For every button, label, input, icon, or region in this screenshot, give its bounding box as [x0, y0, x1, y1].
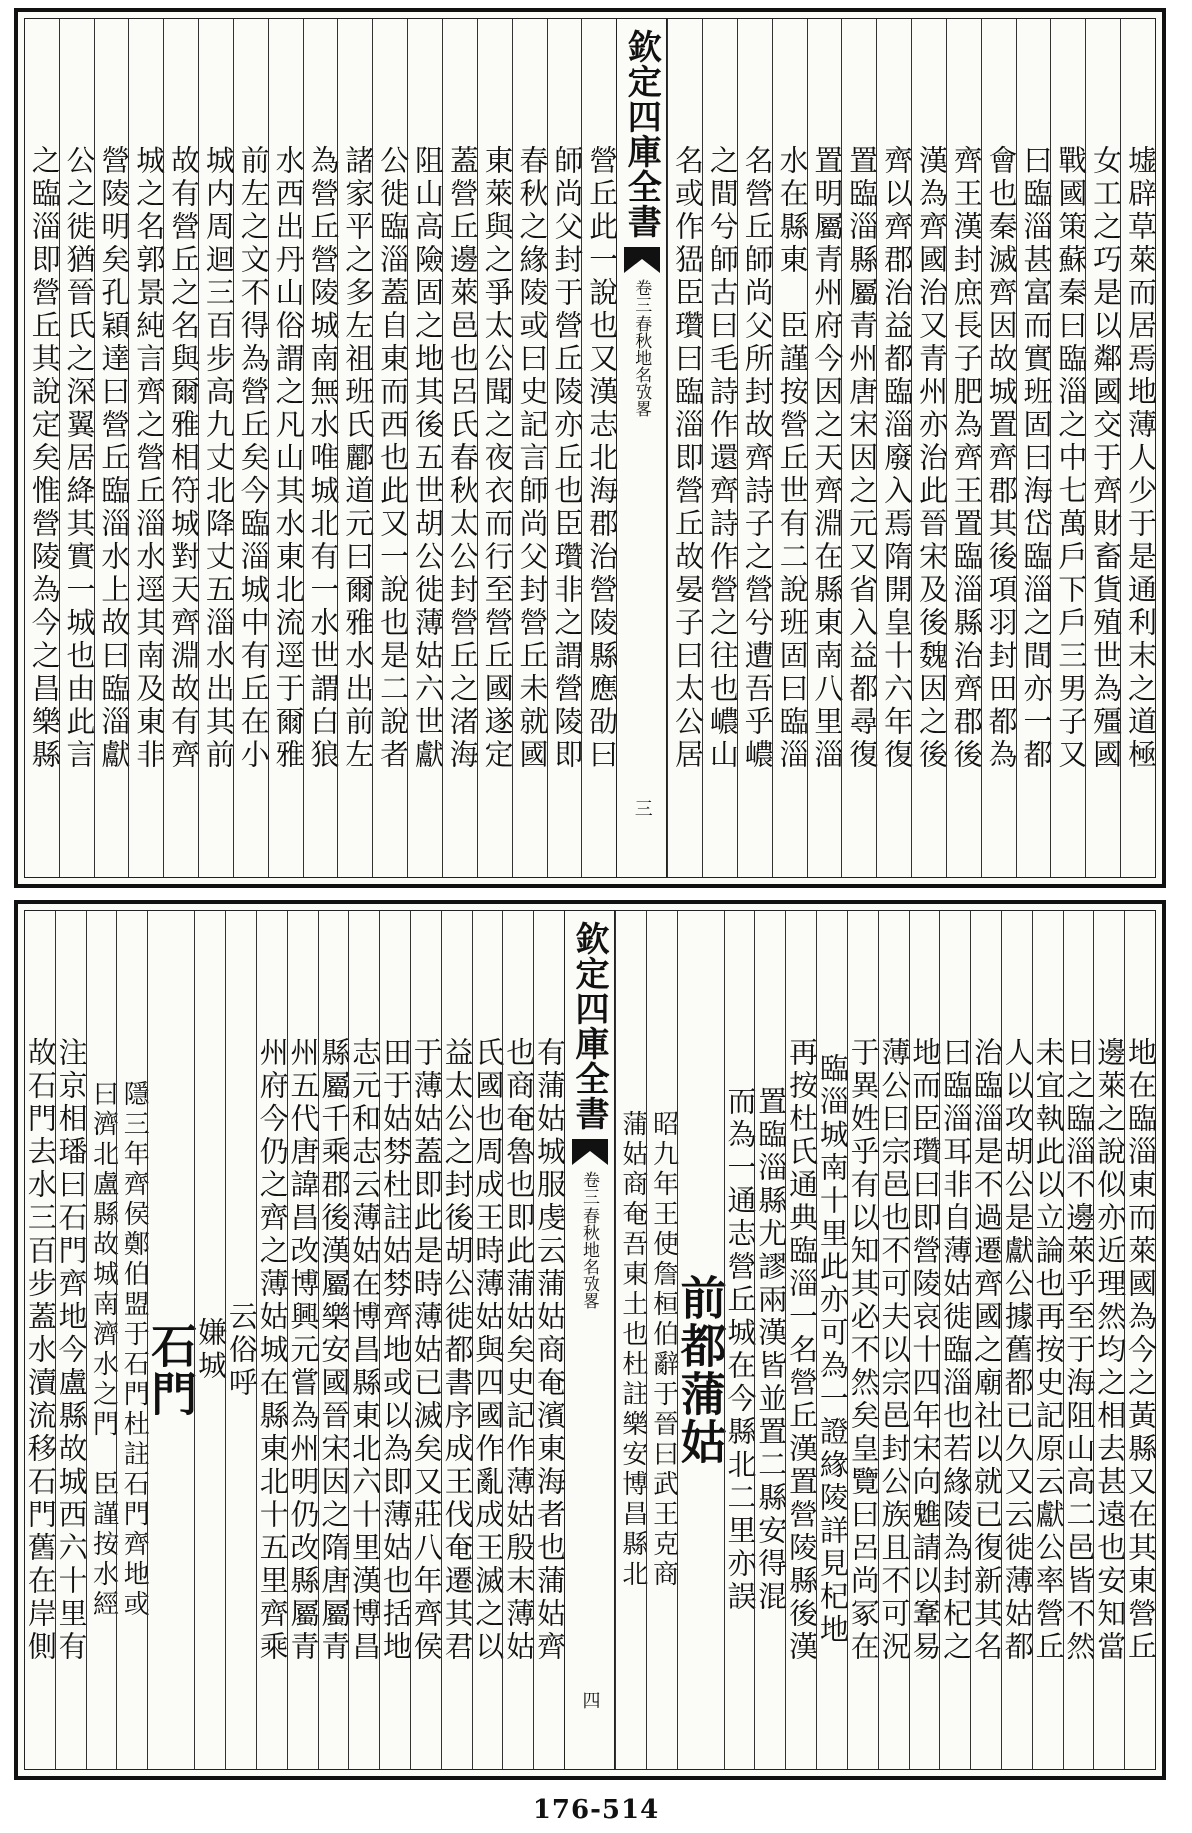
text-column: 曰臨淄甚富而實班固曰海岱臨淄之間亦一都 [1016, 19, 1051, 877]
text-column: 臨淄城南十里此亦可為一證緣陵詳見杞地 [816, 911, 847, 1769]
section-heading: 石門 [147, 911, 194, 1769]
leaf-number: 三 [631, 799, 653, 817]
text-column: 地而臣瓚曰即營陵哀十四年宋向魋請以鞌易 [909, 911, 940, 1769]
top-page-panel [14, 8, 1166, 888]
text-column: 之臨淄即營丘其說定矣惟營陵為今之昌樂縣 [27, 144, 62, 772]
text-column: 戰國策蘇秦曰臨淄之中七萬戶下戶三男子又 [1050, 19, 1085, 877]
text-column: 日之臨淄不邊萊乎至于海阻山高二邑皆不然 [1063, 911, 1094, 1769]
text-column: 東萊與之爭太公聞之夜衣而行至營丘國遂定 [477, 19, 512, 877]
volume-label: 卷三 [579, 1171, 599, 1205]
text-column: 師尚父封于營丘陵亦丘也臣瓚非之謂營陵即 [547, 19, 582, 877]
text-column: 于薄姑蓋即此是時薄姑已滅矣又莊八年齊侯 [410, 911, 441, 1769]
text-column: 益太公之封後胡公徙都書序成王伐奄遷其君 [441, 911, 472, 1769]
text-column: 公徙臨淄蓋自東而西也此又一說也是二說者 [372, 19, 407, 877]
text-column: 人以攻胡公是獻公據舊都已久又云徙薄姑都 [1001, 911, 1032, 1769]
text-column: 春秋之緣陵或曰史記言師尚父封營丘未就國 [512, 19, 547, 877]
fishtail-mark-icon [622, 245, 662, 275]
text-column: 于異姓乎有以知其必不然矣皇覽曰呂尚冢在 [847, 911, 878, 1769]
text-column: 地在臨淄東而萊國為今之黃縣又在其東營丘 [1124, 911, 1155, 1769]
volume-label: 卷三 [631, 279, 652, 313]
text-column: 諸家平之多左祖班氏酈道元曰爾雅水出前左 [337, 19, 372, 877]
text-column: 州府今仍之齊之薄姑城在縣東北十五里齊乘 [256, 911, 287, 1769]
text-column: 故石門去水三百步蓋水瀆流移石門舊在岸側 [23, 1036, 58, 1664]
text-column: 前左之文不得為營丘矣今臨淄城中有丘在小 [233, 19, 268, 877]
text-column: 再按杜氏通典臨淄一名營丘漢置營陵縣後漢 [785, 911, 816, 1769]
text-column: 未宜執此以立論也再按史記原云獻公率營丘 [1032, 911, 1063, 1769]
text-column: 置臨淄縣屬青州唐宋因之元又省入益都尋復 [841, 19, 876, 877]
text-column: 城之名郭景純言齊之營丘淄水逕其南及東非 [128, 19, 163, 877]
page-number: 176-514 [532, 1795, 660, 1825]
text-column: 薄公曰宗邑也不可夫以宗邑封公族且不可況 [878, 911, 909, 1769]
text-column: 水在縣東 臣謹按營丘世有二說班固曰臨淄 [772, 19, 807, 877]
book-title: 欽定四庫全書 [621, 29, 662, 239]
text-column: 田于姑棼杜註姑棼齊地或以為即薄姑也括地 [379, 911, 410, 1769]
text-column: 志元和志云薄姑在博昌縣東北六十里漢博昌 [348, 911, 379, 1769]
heading-note: 蒲姑商奄吾東土也杜註樂安博昌縣北 [615, 911, 646, 1769]
text-column: 墟辟草萊而居焉地薄人少于是通利末之道極 [1120, 19, 1155, 877]
page-gutter [564, 911, 615, 1769]
text-column: 云俗呼 [225, 911, 256, 1769]
text-column: 名或作峱臣瓚曰臨淄即營丘故晏子曰太公居 [667, 19, 702, 877]
section-label [577, 1171, 602, 1309]
text-column: 故有營丘之名與爾雅相符城對天齊淵故有齊 [163, 19, 198, 877]
text-column: 而為一通志營丘城在今縣北二里亦誤 [724, 911, 755, 1769]
text-column: 蓋營丘邊萊邑也呂氏春秋太公封營丘之渚海 [442, 19, 477, 877]
heading-note: 昭九年王使詹桓伯辭于晉曰武王克商 [646, 911, 677, 1769]
fishtail-mark-icon [570, 1137, 610, 1167]
text-column: 為營丘營陵城南無水唯城北有一水世謂白狼 [303, 19, 338, 877]
text-column: 縣屬千乘郡後漢屬樂安國晉宋因之隋唐屬青 [318, 911, 349, 1769]
text-column: 邊萊之說似亦近理然均之相去甚遠也安知當 [1093, 911, 1124, 1769]
text-column: 曰臨淄耳非自薄姑徙臨淄也若緣陵為封杞之 [939, 911, 970, 1769]
text-column: 置明屬青州府今因之天齊淵在縣東南八里淄 [807, 19, 842, 877]
text-column: 漢為齊國治又青州亦治此晉宋及後魏因之後 [911, 19, 946, 877]
text-column: 齊王漢封庶長子肥為齊王置臨淄縣治齊郡後 [946, 19, 981, 877]
section-title: 春秋地名攷畧 [579, 1207, 599, 1309]
leaf-number: 四 [579, 1691, 601, 1709]
text-column: 阻山高險固之地其後五世胡公徙薄姑六世獻 [407, 19, 442, 877]
text-column: 公之徙猶晉氏之深翼居絳其實一城也由此言 [59, 19, 94, 877]
bottom-page-columns [24, 910, 1156, 1770]
section-label [629, 279, 654, 417]
text-column: 治臨淄是不過遷齊國之廟社以就已復新其名 [970, 911, 1001, 1769]
section-title: 春秋地名攷畧 [631, 315, 652, 417]
text-column: 女工之巧是以鄰國交于齊財畜貨殖世為殭國 [1085, 19, 1120, 877]
section-heading: 前都蒲姑 [677, 911, 724, 1769]
text-column: 置臨淄縣尤謬兩漢皆並置二縣安得混 [754, 911, 785, 1769]
text-column: 州五代唐諱昌改博興元嘗為州明仍改縣屬青 [287, 911, 318, 1769]
text-column: 名營丘師尚父所封故齊詩子之營兮遭吾乎嶩 [737, 19, 772, 877]
text-column: 也商奄魯也即此蒲姑矣史記作薄姑殷末薄姑 [502, 911, 533, 1769]
heading-note: 隱三年齊侯鄭伯盟于石門杜註石門齊地或 [116, 911, 147, 1769]
text-column: 之間兮師古曰毛詩作還齊詩作營之往也嶩山 [702, 19, 737, 877]
text-column: 營陵明矣孔穎達曰營丘臨淄水上故曰臨淄獻 [94, 19, 129, 877]
top-page-columns [24, 18, 1156, 878]
text-column: 齊以齊郡治益都臨淄廢入焉隋開皇十六年復 [876, 19, 911, 877]
page-gutter [616, 19, 667, 877]
text-column: 會也秦滅齊因故城置齊郡其後項羽封田都為 [981, 19, 1016, 877]
text-column: 營丘此一說也又漢志北海郡治營陵縣應劭曰 [581, 19, 616, 877]
bottom-page-panel [14, 900, 1166, 1780]
book-title: 欽定四庫全書 [569, 921, 609, 1131]
text-column: 注京相璠曰石門齊地今盧縣故城西六十里有 [55, 911, 86, 1769]
text-column: 嫌城 [194, 911, 225, 1769]
text-column: 城内周迴三百步高九丈北降丈五淄水出其前 [198, 19, 233, 877]
heading-note: 曰濟北盧縣故城南濟水之門 臣謹按水經 [86, 911, 117, 1769]
text-column: 有蒲姑城服虔云蒲姑商奄濱東海者也蒲姑齊 [533, 911, 564, 1769]
text-column: 水西出丹山俗謂之凡山其水東北流逕于爾雅 [268, 19, 303, 877]
text-column: 氏國也周成王時薄姑與四國作亂成王滅之以 [472, 911, 503, 1769]
